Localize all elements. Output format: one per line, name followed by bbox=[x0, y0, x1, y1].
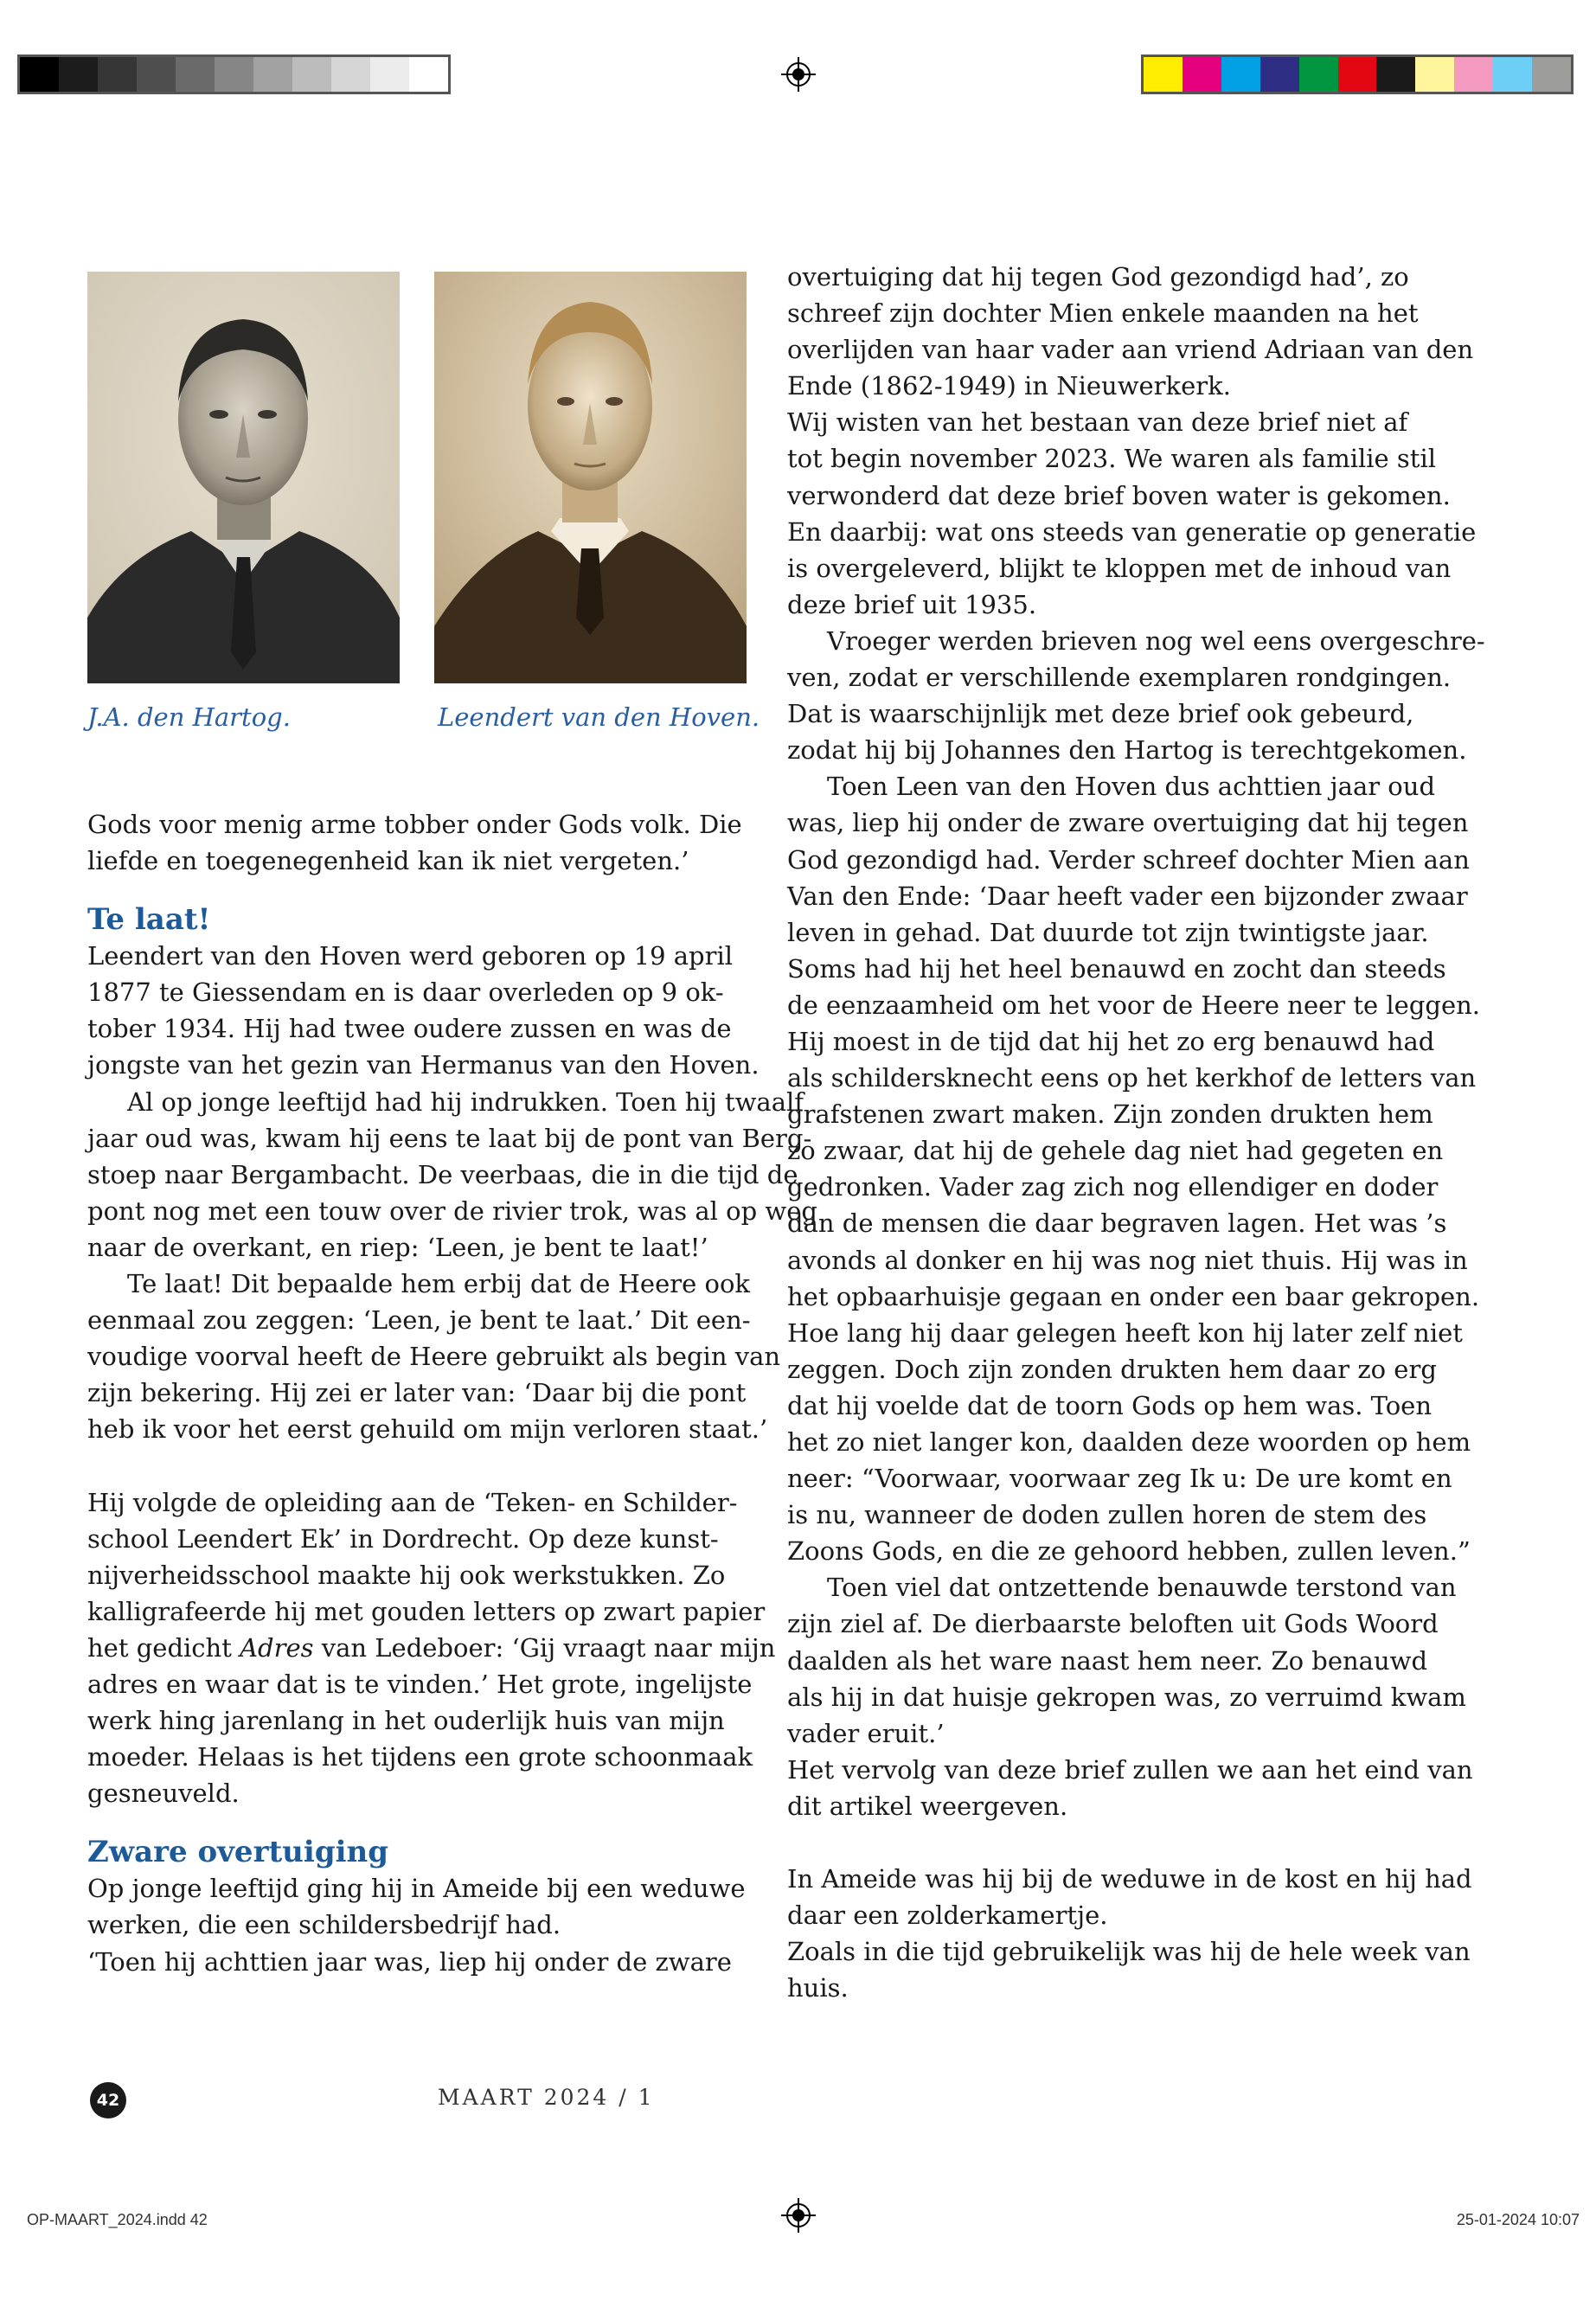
text-line: overlijden van haar vader aan vriend Adriaan van den bbox=[787, 335, 1474, 365]
color-swatch bbox=[292, 57, 331, 92]
process-color-bar bbox=[1141, 54, 1574, 94]
color-swatch bbox=[331, 57, 370, 92]
text-line: deze brief uit 1935. bbox=[787, 589, 1037, 619]
text-line: Dat is waarschijnlijk met deze brief ook gebeurd, bbox=[787, 699, 1414, 729]
text-line: gedronken. Vader zag zich nog ellendiger en doder bbox=[787, 1172, 1439, 1202]
text-segment: het gedicht bbox=[87, 1632, 240, 1663]
text-line: vader eruit.’ bbox=[787, 1718, 945, 1748]
text-line: jaar oud was, kwam hij eens te laat bij de pont van Berg- bbox=[87, 1123, 812, 1153]
text-line: jongste van het gezin van Hermanus van den Hoven. bbox=[87, 1050, 760, 1080]
text-line: dat hij voelde dat de toorn Gods op hem was. Toen bbox=[787, 1390, 1433, 1420]
text-line: voudige voorval heeft de Heere gebruikt als begin van bbox=[87, 1342, 781, 1372]
text-line: gesneuveld. bbox=[87, 1779, 240, 1809]
text-line: Ende (1862-1949) in Nieuwerkerk. bbox=[787, 371, 1231, 401]
text-line: het opbaarhuisje gegaan en onder een baar gekropen. bbox=[787, 1281, 1480, 1311]
color-swatch bbox=[20, 57, 59, 92]
text-line: huis. bbox=[787, 1973, 849, 2003]
color-swatch bbox=[176, 57, 215, 92]
text-line: Gods voor menig arme tobber onder Gods volk. Die bbox=[87, 810, 742, 839]
text-line: daar een zolderkamertje. bbox=[787, 1900, 1108, 1931]
section-heading-te-laat: Te laat! bbox=[87, 902, 211, 938]
text-line: was, liep hij onder de zware overtuiging dat hij tegen bbox=[787, 808, 1469, 838]
text-line: 1877 te Giessendam en is daar overleden op 9 ok- bbox=[87, 977, 724, 1008]
text-line: overtuiging dat hij tegen God gezondigd had’, zo bbox=[787, 262, 1409, 292]
photo-caption-right: Leendert van den Hoven. bbox=[438, 702, 760, 732]
portrait-photo-ja-den-hartog bbox=[87, 272, 400, 683]
text-line: werken, die een schildersbedrijf had. bbox=[87, 1910, 561, 1940]
color-swatch bbox=[1532, 57, 1571, 92]
text-line: Hoe lang hij daar gelegen heeft kon hij later zelf niet bbox=[787, 1317, 1463, 1348]
color-swatch bbox=[370, 57, 409, 92]
text-line: God gezondigd had. Verder schreef dochter Mien aan bbox=[787, 844, 1470, 875]
text-line: stoep naar Bergambacht. De veerbaas, die in die tijd de bbox=[87, 1159, 798, 1189]
text-line: Te laat! Dit bepaalde hem erbij dat de Heere ook bbox=[127, 1269, 750, 1299]
text-line: neer: “Voorwaar, voorwaar zeg Ik u: De ure komt en bbox=[787, 1464, 1452, 1494]
text-line: Soms had hij het heel benauwd en zocht dan steeds bbox=[787, 953, 1446, 984]
color-swatch bbox=[1144, 57, 1183, 92]
color-swatch bbox=[1415, 57, 1454, 92]
text-line: zodat hij bij Johannes den Hartog is terechtgekomen. bbox=[787, 735, 1467, 766]
color-swatch bbox=[59, 57, 98, 92]
text-line: ‘Toen hij achttien jaar was, liep hij onder de zware bbox=[87, 1946, 732, 1977]
text-line: Hij volgde de opleiding aan de ‘Teken- en Schilder- bbox=[87, 1487, 738, 1517]
photo-caption-left: J.A. den Hartog. bbox=[87, 702, 291, 732]
color-swatch bbox=[1454, 57, 1493, 92]
text-line: dit artikel weergeven. bbox=[787, 1791, 1068, 1821]
portrait-photo-leendert-van-den-hoven bbox=[434, 272, 747, 683]
text-line: pont nog met een touw over de rivier trok, was al op weg bbox=[87, 1195, 817, 1226]
grayscale-color-bar bbox=[17, 54, 451, 94]
issue-label: MAART 2024 / 1 bbox=[438, 2085, 655, 2110]
color-swatch bbox=[1260, 57, 1299, 92]
text-line: is overgeleverd, blijkt te kloppen met de inhoud van bbox=[787, 553, 1452, 583]
registration-mark-icon bbox=[781, 2198, 816, 2233]
text-line: Wij wisten van het bestaan van deze brief niet af bbox=[787, 407, 1408, 438]
color-swatch bbox=[253, 57, 292, 92]
text-line: zo zwaar, dat hij de gehele dag niet had gegeten en bbox=[787, 1136, 1444, 1166]
text-line: als schildersknecht eens op het kerkhof de letters van bbox=[787, 1063, 1477, 1093]
text-line: Toen Leen van den Hoven dus achttien jaar oud bbox=[827, 772, 1436, 802]
text-line: leven in gehad. Dat duurde tot zijn twintigste jaar. bbox=[787, 917, 1429, 947]
color-swatch bbox=[1299, 57, 1338, 92]
text-line: nijverheidsschool maakte hij ook werkstukken. Zo bbox=[87, 1560, 726, 1590]
color-swatch bbox=[1376, 57, 1415, 92]
text-line: grafstenen zwart maken. Zijn zonden drukten hem bbox=[787, 1099, 1433, 1130]
text-line: het zo niet langer kon, daalden deze woorden op hem bbox=[787, 1427, 1471, 1457]
color-swatch bbox=[1183, 57, 1221, 92]
color-swatch bbox=[137, 57, 176, 92]
text-line: Zoons Gods, en die ze gehoord hebben, zullen leven.” bbox=[787, 1536, 1471, 1567]
text-line: schreef zijn dochter Mien enkele maanden na het bbox=[787, 298, 1419, 329]
color-swatch bbox=[1493, 57, 1532, 92]
poem-title: Adres bbox=[240, 1632, 314, 1663]
text-line: ven, zodat er verschillende exemplaren rondgingen. bbox=[787, 663, 1452, 693]
text-line: Leendert van den Hoven werd geboren op 19 april bbox=[87, 941, 734, 971]
slug-datetime: 25-01-2024 10:07 bbox=[1456, 2211, 1580, 2228]
text-line: school Leendert Ek’ in Dordrecht. Op deze kunst- bbox=[87, 1523, 719, 1554]
color-swatch bbox=[1338, 57, 1377, 92]
text-segment: van Ledeboer: ‘Gij vraagt naar mijn bbox=[313, 1632, 776, 1663]
text-line: eenmaal zou zeggen: ‘Leen, je bent te laat.’ Dit een- bbox=[87, 1305, 751, 1336]
text-line: tober 1934. Hij had twee oudere zussen en was de bbox=[87, 1014, 732, 1044]
text-line: En daarbij: wat ons steeds van generatie op generatie bbox=[787, 516, 1477, 547]
slug-file-info: OP-MAART_2024.indd 42 bbox=[27, 2211, 208, 2228]
text-line: verwonderd dat deze brief boven water is gekomen. bbox=[787, 480, 1451, 510]
text-line: avonds al donker en hij was nog niet thuis. Hij was in bbox=[787, 1245, 1468, 1275]
text-line: is nu, wanneer de doden zullen horen de stem des bbox=[787, 1500, 1427, 1530]
color-swatch bbox=[98, 57, 137, 92]
text-line: heb ik voor het eerst gehuild om mijn verloren staat.’ bbox=[87, 1414, 768, 1445]
text-line: kalligrafeerde hij met gouden letters op zwart papier bbox=[87, 1596, 766, 1626]
text-line: moeder. Helaas is het tijdens een grote schoonmaak bbox=[87, 1742, 753, 1772]
text-line: de eenzaamheid om het voor de Heere neer te leggen. bbox=[787, 990, 1481, 1020]
text-line: Al op jonge leeftijd had hij indrukken. Toen hij twaalf bbox=[127, 1086, 804, 1117]
text-line: als hij in dat huisje gekropen was, zo verruimd kwam bbox=[787, 1682, 1466, 1712]
text-line: daalden als het ware naast hem neer. Zo benauwd bbox=[787, 1645, 1428, 1676]
text-line: Toen viel dat ontzettende benauwde terstond van bbox=[827, 1573, 1457, 1603]
left-text-column bbox=[87, 806, 817, 1980]
text-line: adres en waar dat is te vinden.’ Het grote, ingelijste bbox=[87, 1669, 753, 1699]
registration-mark-icon bbox=[781, 57, 816, 92]
text-line: zeggen. Doch zijn zonden drukten hem daar zo erg bbox=[787, 1354, 1437, 1384]
text-line: dan de mensen die daar begraven lagen. Het was ’s bbox=[787, 1208, 1447, 1239]
text-line: Hij moest in de tijd dat hij het zo erg benauwd had bbox=[787, 1026, 1435, 1056]
text-line: zijn bekering. Hij zei er later van: ‘Daar bij die pont bbox=[87, 1378, 747, 1408]
text-line: tot begin november 2023. We waren als familie stil bbox=[787, 444, 1437, 474]
text-line: Vroeger werden brieven nog wel eens overgeschre- bbox=[827, 625, 1485, 656]
text-line: Van den Ende: ‘Daar heeft vader een bijzonder zwaar bbox=[787, 881, 1468, 911]
text-line: zijn ziel af. De dierbaarste beloften uit Gods Woord bbox=[787, 1609, 1439, 1639]
right-text-column bbox=[787, 259, 1485, 2006]
color-swatch bbox=[1221, 57, 1260, 92]
text-line: liefde en toegenegenheid kan ik niet vergeten.’ bbox=[87, 846, 689, 876]
text-line: werk hing jarenlang in het ouderlijk huis van mijn bbox=[87, 1706, 725, 1736]
text-line: Op jonge leeftijd ging hij in Ameide bij een weduwe bbox=[87, 1874, 746, 1904]
color-swatch bbox=[215, 57, 253, 92]
text-line-with-italic bbox=[87, 1630, 776, 1666]
text-line: In Ameide was hij bij de weduwe in de kost en hij had bbox=[787, 1864, 1472, 1894]
page-number-badge: 42 bbox=[90, 2082, 126, 2118]
text-line: Zoals in die tijd gebruikelijk was hij de hele week van bbox=[787, 1937, 1471, 1967]
text-line: naar de overkant, en riep: ‘Leen, je bent te laat!’ bbox=[87, 1232, 708, 1262]
section-heading-zware-overtuiging: Zware overtuiging bbox=[87, 1835, 389, 1870]
text-line: Het vervolg van deze brief zullen we aan het eind van bbox=[787, 1754, 1473, 1785]
color-swatch bbox=[409, 57, 448, 92]
